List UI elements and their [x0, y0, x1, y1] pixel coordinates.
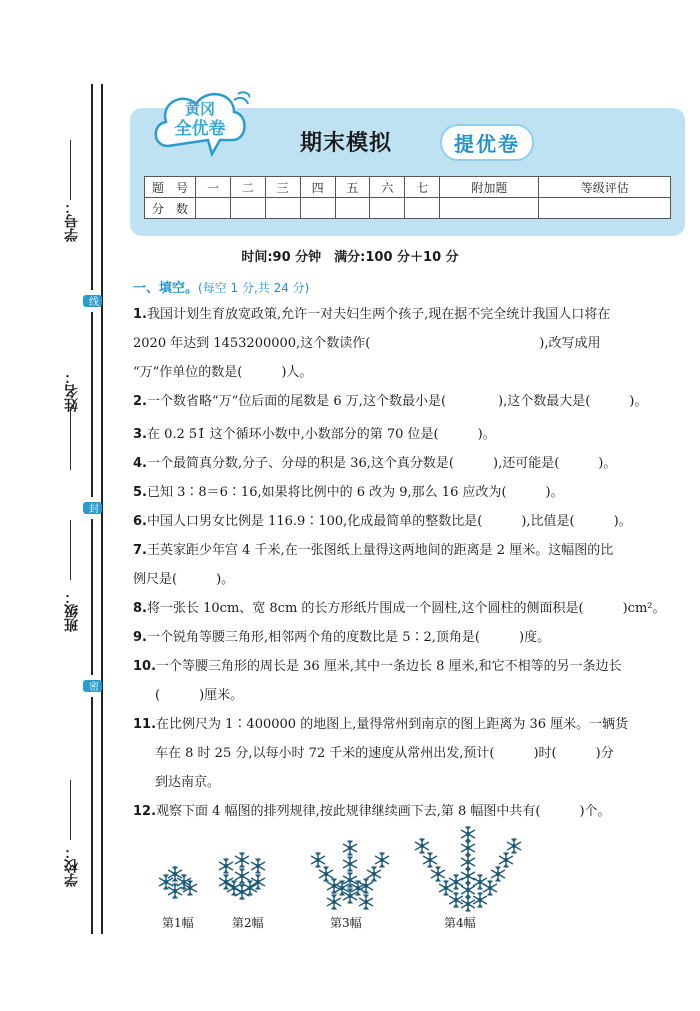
question-line: [133, 300, 693, 329]
snowflake-icon: [500, 853, 513, 868]
question-4: [133, 449, 693, 478]
snowflake-icon: [236, 869, 249, 884]
question-number: 10.: [133, 659, 157, 674]
figure-caption-4: 第4幅: [444, 916, 476, 930]
question-text: “万”作单位的数是( )人。: [133, 365, 313, 380]
snowflake-icon: [508, 839, 521, 854]
score-cell[interactable]: [300, 198, 335, 219]
score-table: [144, 176, 671, 219]
question-text: 车在 8 时 25 分,以每小时 72 千米的速度从常州出发,预计( )时( )分: [155, 746, 614, 761]
question-line: [133, 652, 693, 681]
question-3: [133, 420, 693, 449]
score-table-score-row: [145, 198, 671, 219]
question-line: [133, 358, 693, 387]
header-cell: 三: [265, 177, 300, 198]
snowflake-icon: [220, 859, 233, 874]
question-text: 2020 年达到 1453200000,这个数读作( ),改写成用: [133, 336, 601, 351]
question-text: 到达南京。: [155, 775, 221, 790]
question-number: 5.: [133, 485, 147, 500]
snowflake-icon: [328, 895, 341, 910]
section-note: (每空 1 分,共 24 分): [198, 281, 310, 295]
name-rule: [70, 410, 71, 470]
question-text: 在比例尺为 1∶400000 的地图上,量得常州到南京的图上距离为 36 厘米。一辆货: [156, 717, 629, 732]
name-label: 姓名：: [64, 370, 80, 412]
snowflake-icon: [344, 841, 357, 856]
pattern-figures: [150, 826, 670, 936]
snowflake-icon: [252, 859, 265, 874]
score-cell[interactable]: [440, 198, 539, 219]
header-cell: 二: [230, 177, 265, 198]
binding-margin: [0, 0, 118, 1011]
header-cell: 六: [370, 177, 405, 198]
school-label: 学校：: [64, 845, 80, 887]
score-cell[interactable]: [405, 198, 440, 219]
question-text: 已知 3∶8＝6∶16,如果将比例中的 6 改为 9,那么 16 应改为( )。: [146, 485, 564, 500]
snowflake-icon: [220, 875, 233, 890]
snowflake-icon: [252, 875, 265, 890]
snowflake-icon: [376, 853, 389, 868]
question-line: [133, 797, 693, 826]
header-cell: 五: [335, 177, 370, 198]
student-id-label: 学号：: [64, 200, 80, 242]
snowflake-icon: [492, 867, 505, 882]
header-cell: 附加题: [440, 177, 539, 198]
question-number: 2.: [133, 394, 147, 409]
snowflake-icon: [484, 881, 497, 896]
question-line: [133, 681, 693, 710]
header-cell: 等级评估: [539, 177, 671, 198]
section-heading: [133, 277, 309, 296]
exam-info: 时间:90 分钟 满分:100 分＋10 分: [241, 250, 459, 265]
question-8: [133, 594, 693, 623]
question-line: [133, 387, 693, 416]
score-cell[interactable]: [196, 198, 231, 219]
student-id-rule: [70, 140, 71, 200]
snowflake-icon: [236, 853, 249, 868]
score-cell[interactable]: [265, 198, 300, 219]
question-number: 6.: [133, 514, 147, 529]
question-10: [133, 652, 693, 710]
class-rule: [70, 520, 71, 580]
question-text: 观察下面 4 幅图的排列规律,按此规律继续画下去,第 8 幅图中共有( )个。: [156, 804, 611, 819]
exam-title: 期末模拟: [300, 131, 393, 156]
score-cell[interactable]: [230, 198, 265, 219]
question-line: [133, 739, 693, 768]
question-number: 11.: [133, 717, 157, 732]
question-text: 例尺是( )。: [133, 572, 235, 587]
question-text: 一个数省略“万”位后面的尾数是 6 万,这个数最小是( ),这个数最大是( )。: [146, 394, 648, 409]
question-line: [133, 449, 693, 478]
score-table-header-row: [145, 177, 671, 198]
question-text: ( )厘米。: [155, 688, 244, 703]
question-9: [133, 623, 693, 652]
snowflake-icon: [450, 893, 463, 908]
question-text: 一个等腰三角形的周长是 36 厘米,其中一条边长 8 厘米,和它不相等的另一条边长: [156, 659, 622, 674]
question-number: 9.: [133, 630, 147, 645]
question-line: [133, 420, 693, 449]
score-cell[interactable]: [335, 198, 370, 219]
question-number: 7.: [133, 543, 147, 558]
header-cell: 七: [405, 177, 440, 198]
question-text: 中国人口男女比例是 116.9∶100,化成最简单的整数比是( ),比值是( )。: [146, 514, 632, 529]
snowflake-icon: [312, 853, 325, 868]
snowflake-icon: [440, 881, 453, 896]
figure-caption-1: 第1幅: [162, 916, 194, 930]
question-11: [133, 710, 693, 797]
question-line: [133, 507, 693, 536]
question-text: 一个锐角等腰三角形,相邻两个角的度数比是 5∶2,顶角是( )度。: [146, 630, 551, 645]
header-cell: 题 号: [145, 177, 196, 198]
school-rule: [70, 780, 71, 840]
snowflake-icon: [462, 841, 475, 856]
question-7: [133, 536, 693, 594]
snowflake-icon: [474, 875, 487, 890]
brand-logo: [150, 86, 250, 160]
header-cell: 一: [196, 177, 231, 198]
score-cell[interactable]: [539, 198, 671, 219]
question-12: [133, 797, 693, 826]
snowflake-icon: [462, 897, 475, 912]
snowflake-icon: [424, 853, 437, 868]
snowflake-icon: [462, 869, 475, 884]
score-cell[interactable]: [370, 198, 405, 219]
figure-caption-2: 第2幅: [232, 916, 264, 930]
question-number: 4.: [133, 456, 147, 471]
question-line: [133, 565, 693, 594]
snowflake-icon: [320, 867, 333, 882]
question-2: [133, 387, 693, 416]
exam-badge: 提优卷: [440, 124, 534, 161]
question-number: 1.: [133, 307, 147, 322]
snowflake-icon: [432, 867, 445, 882]
question-text: 王英家距少年宫 4 千米,在一张图纸上量得这两地间的距离是 2 厘米。这幅图的比: [146, 543, 614, 558]
question-text: 一个最简真分数,分子、分母的积是 36,这个真分数是( ),还可能是( )。: [146, 456, 617, 471]
seal-line-mark: 线: [84, 290, 100, 312]
snowflake-icon: [344, 857, 357, 872]
snowflake-icon: [462, 855, 475, 870]
snowflake-icon: [416, 839, 429, 854]
question-line: [133, 594, 693, 623]
question-1: [133, 300, 693, 387]
question-line: [133, 768, 693, 797]
question-line: [133, 536, 693, 565]
logo-text-2: 全优卷: [174, 119, 226, 139]
question-number: 12.: [133, 804, 157, 819]
snowflake-icon: [462, 827, 475, 842]
snowflake-icon: [360, 895, 373, 910]
question-line: [133, 710, 693, 739]
seal-seal-mark: 封: [84, 497, 100, 519]
question-line: [133, 623, 693, 652]
question-text: 在 0.2 5̇1̇ 这个循环小数中,小数部分的第 70 位是( )。: [146, 427, 496, 442]
snowflake-icon: [474, 893, 487, 908]
snowflake-icon: [169, 884, 182, 899]
seal-secret-mark: 密: [84, 675, 100, 697]
figures-drawing: [150, 826, 670, 912]
question-5: [133, 478, 693, 507]
question-number: 8.: [133, 601, 147, 616]
snowflake-icon: [462, 883, 475, 898]
snowflake-icon: [450, 875, 463, 890]
section-title: 一、填空。: [133, 281, 199, 296]
score-label-cell: 分 数: [145, 198, 196, 219]
header-cell: 四: [300, 177, 335, 198]
question-number: 3.: [133, 427, 147, 442]
class-label: 班级：: [64, 590, 80, 632]
question-text: 将一张长 10cm、宽 8cm 的长方形纸片围成一个圆柱,这个圆柱的侧面积是( )cm²。: [146, 601, 666, 616]
question-text: 我国计划生育放宽政策,允许一对夫妇生两个孩子,现在据不完全统计我国人口将在: [146, 307, 611, 322]
figure-caption-3: 第3幅: [330, 916, 362, 930]
question-6: [133, 507, 693, 536]
question-line: [133, 478, 693, 507]
logo-text-1: 黄冈: [184, 100, 216, 118]
snowflake-icon: [368, 867, 381, 882]
question-line: [133, 329, 693, 358]
